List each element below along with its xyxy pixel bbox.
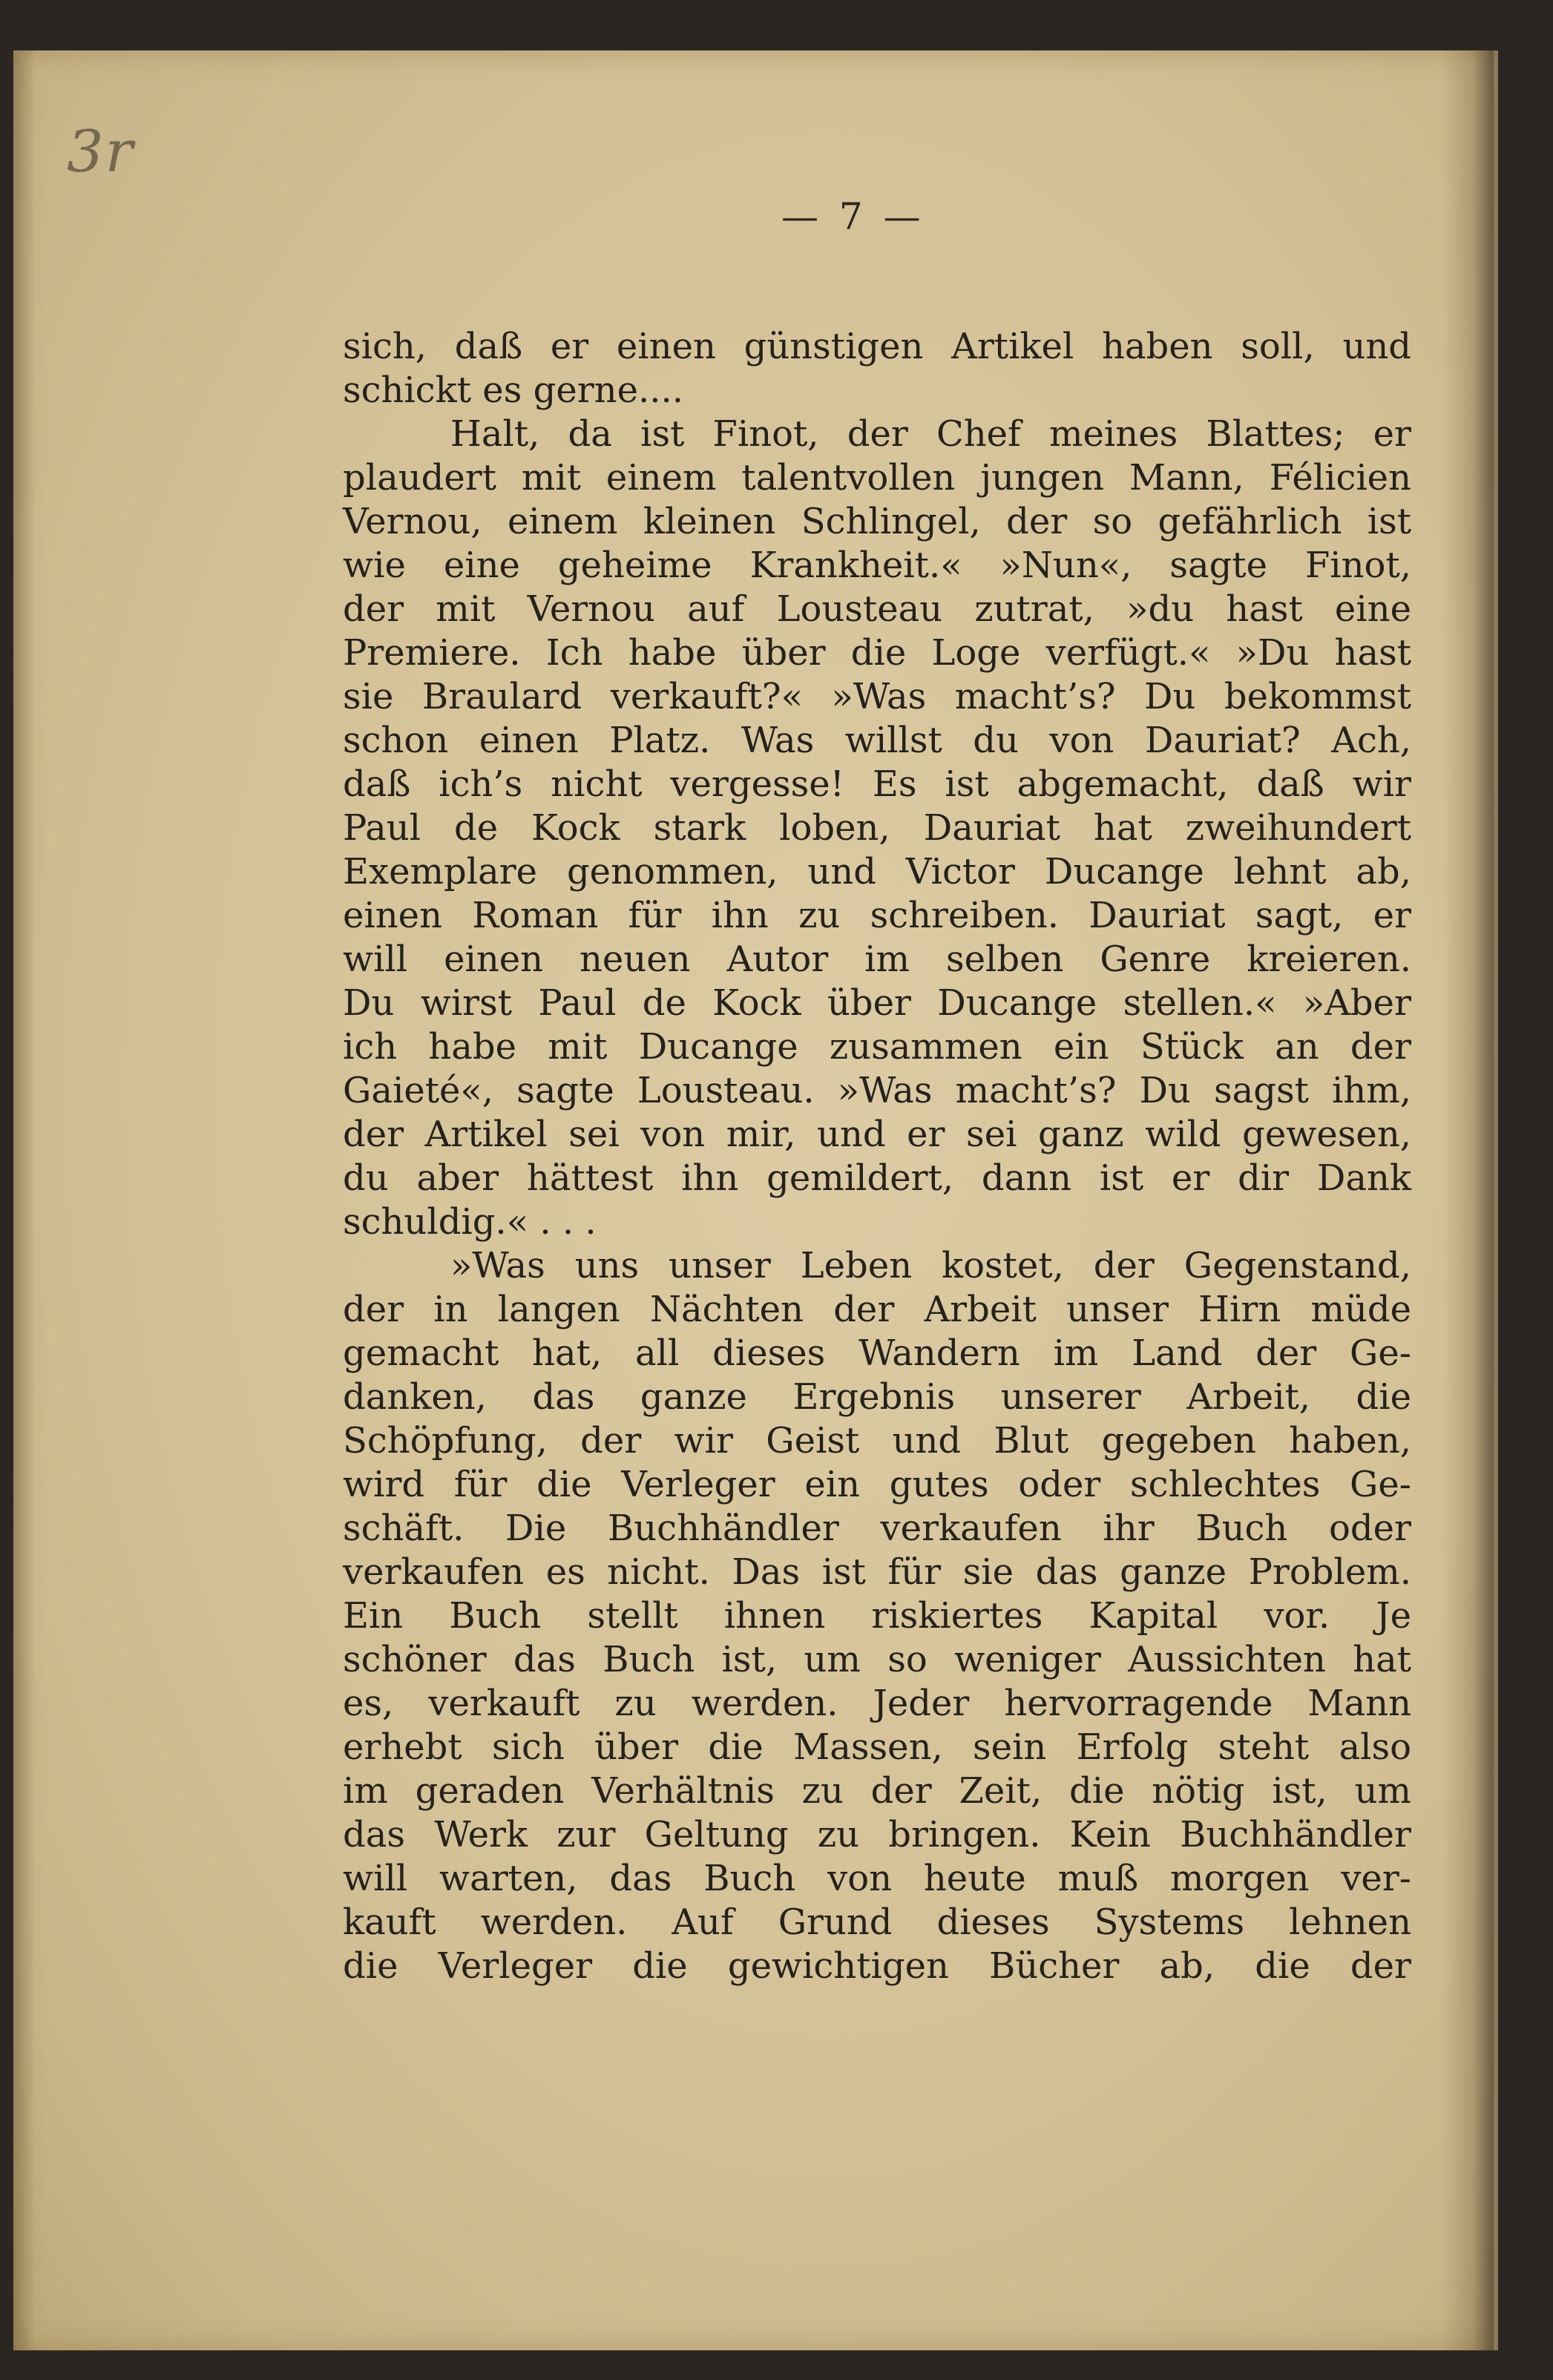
text-line: Schöpfung, der wir Geist und Blut gegeben haben,: [343, 1420, 1411, 1462]
text-line: Gaieté«, sagte Lousteau. »Was macht’s? Du sagst ihm,: [343, 1070, 1411, 1111]
text-line: es, verkauft zu werden. Jeder hervorragende Mann: [343, 1683, 1411, 1724]
page-number: — 7 —: [781, 195, 925, 238]
text-line: daß ich’s nicht vergesse! Es ist abgemacht, daß wir: [343, 763, 1411, 805]
text-line: verkaufen es nicht. Das ist für sie das ganze Problem.: [343, 1551, 1411, 1593]
text-line: Paul de Kock stark loben, Dauriat hat zweihundert: [343, 807, 1411, 849]
text-line: »Was uns unser Leben kostet, der Gegenstand,: [450, 1245, 1411, 1286]
text-line: der Artikel sei von mir, und er sei ganz wild gewesen,: [343, 1114, 1411, 1155]
text-line: will einen neuen Autor im selben Genre kreieren.: [343, 938, 1411, 980]
margin-pencil-mark: 3r: [67, 119, 134, 185]
book-page: [13, 50, 1498, 2350]
text-line: sich, daß er einen günstigen Artikel haben soll, und: [343, 326, 1411, 367]
text-line: Exemplare genommen, und Victor Ducange lehnt ab,: [343, 851, 1411, 892]
text-line: der mit Vernou auf Lousteau zutrat, »du hast eine: [343, 588, 1411, 630]
text-line: im geraden Verhältnis zu der Zeit, die nötig ist, um: [343, 1770, 1411, 1812]
text-line: Halt, da ist Finot, der Chef meines Blattes; er: [450, 413, 1411, 455]
text-line: Ein Buch stellt ihnen riskiertes Kapital vor. Je: [343, 1595, 1411, 1637]
text-line: kauft werden. Auf Grund dieses Systems lehnen: [343, 1901, 1411, 1943]
body-text: [343, 325, 1411, 1988]
page-left-edge-shadow: [13, 50, 36, 2350]
text-line: schuldig.« . . .: [343, 1201, 597, 1243]
text-line: der in langen Nächten der Arbeit unser Hirn müde: [343, 1289, 1411, 1330]
text-line: plaudert mit einem talentvollen jungen Mann, Félicien: [343, 457, 1411, 499]
text-line: schon einen Platz. Was willst du von Dauriat? Ach,: [343, 720, 1411, 761]
text-line: schäft. Die Buchhändler verkaufen ihr Buch oder: [343, 1508, 1411, 1549]
text-line: du aber hättest ihn gemildert, dann ist er dir Dank: [343, 1157, 1411, 1199]
text-line: wird für die Verleger ein gutes oder schlechtes Ge-: [343, 1464, 1411, 1505]
text-line: das Werk zur Geltung zu bringen. Kein Buchhändler: [343, 1814, 1411, 1855]
text-line: Vernou, einem kleinen Schlingel, der so gefährlich ist: [343, 501, 1411, 542]
page-spine-shadow: [1442, 50, 1494, 2350]
text-line: erhebt sich über die Massen, sein Erfolg steht also: [343, 1726, 1411, 1768]
text-line: sie Braulard verkauft?« »Was macht’s? Du bekommst: [343, 676, 1411, 717]
text-line: wie eine geheime Krankheit.« »Nun«, sagte Finot,: [343, 545, 1411, 586]
text-line: ich habe mit Ducange zusammen ein Stück an der: [343, 1026, 1411, 1068]
text-line: gemacht hat, all dieses Wandern im Land der Ge-: [343, 1332, 1411, 1374]
text-line: Premiere. Ich habe über die Loge verfügt.« »Du hast: [343, 632, 1411, 674]
text-line: Du wirst Paul de Kock über Ducange stellen.« »Aber: [343, 982, 1411, 1024]
text-line: schöner das Buch ist, um so weniger Aussichten hat: [343, 1639, 1411, 1680]
text-line: einen Roman für ihn zu schreiben. Dauriat sagt, er: [343, 895, 1411, 936]
text-line: will warten, das Buch von heute muß morgen ver-: [343, 1858, 1411, 1899]
text-line: danken, das ganze Ergebnis unserer Arbeit, die: [343, 1376, 1411, 1418]
text-line: schickt es gerne....: [343, 369, 684, 411]
text-line: die Verleger die gewichtigen Bücher ab, die der: [343, 1945, 1411, 1987]
